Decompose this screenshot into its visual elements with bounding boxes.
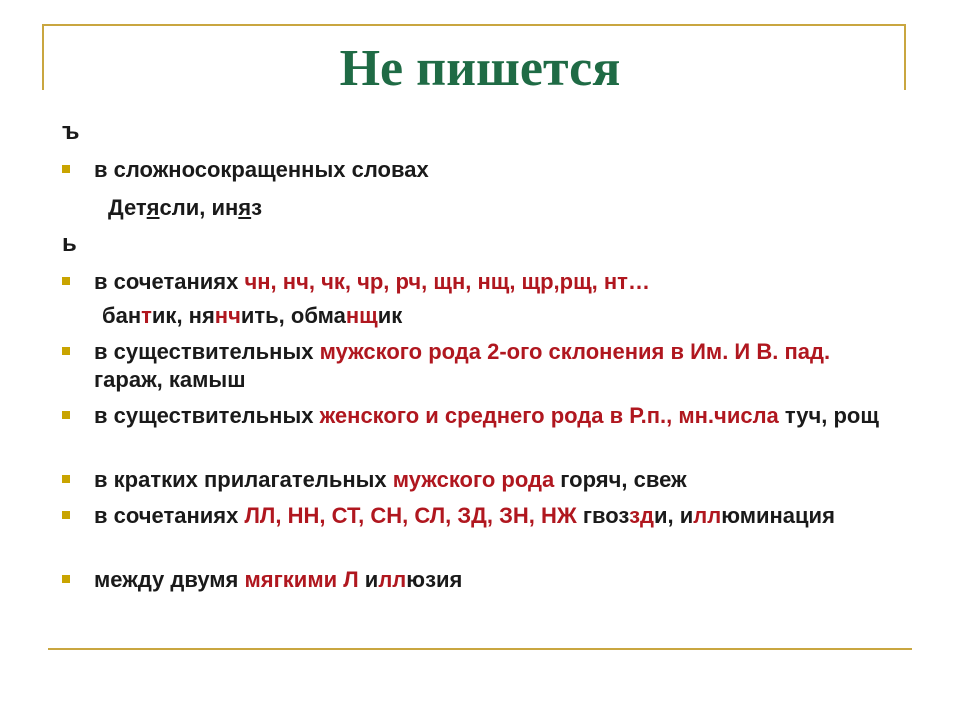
- example-text: Детясли, иняз: [108, 195, 263, 220]
- bullet-icon: [62, 347, 70, 355]
- bullet-icon: [62, 411, 70, 419]
- example-text: бантик, нянчить, обманщик: [102, 303, 403, 328]
- item-text: в существительных мужского рода 2-ого склонения в Им. И В. пад. гараж, камыш: [94, 339, 831, 392]
- frame-bottom-line: [48, 648, 912, 650]
- item-text: в сочетаниях ЛЛ, НН, СТ, СН, СЛ, ЗД, ЗН, НЖ гвоззди, иллюминация: [94, 503, 835, 528]
- item-text: в сочетаниях чн, нч, чк, чр, рч, щн, нщ, щр,рщ, нт…: [94, 269, 650, 294]
- section-letter-hard-sign: ъ: [62, 118, 80, 145]
- item-text: в кратких прилагательных мужского рода горяч, свеж: [94, 467, 687, 492]
- bullet-icon: [62, 165, 70, 173]
- bullet-icon: [62, 277, 70, 285]
- bullet-icon: [62, 475, 70, 483]
- section-letter-soft-sign: ь: [62, 230, 77, 257]
- slide-title: Не пишется: [339, 40, 621, 97]
- item-text: в существительных женского и среднего рода в Р.п., мн.числа туч, рощ: [94, 403, 879, 428]
- item-text: между двумя мягкими Л иллюзия: [94, 567, 463, 592]
- bullet-icon: [62, 511, 70, 519]
- frame-top-line: [42, 24, 906, 26]
- bullet-icon: [62, 575, 70, 583]
- item-text: в сложносокращенных словах: [94, 157, 429, 182]
